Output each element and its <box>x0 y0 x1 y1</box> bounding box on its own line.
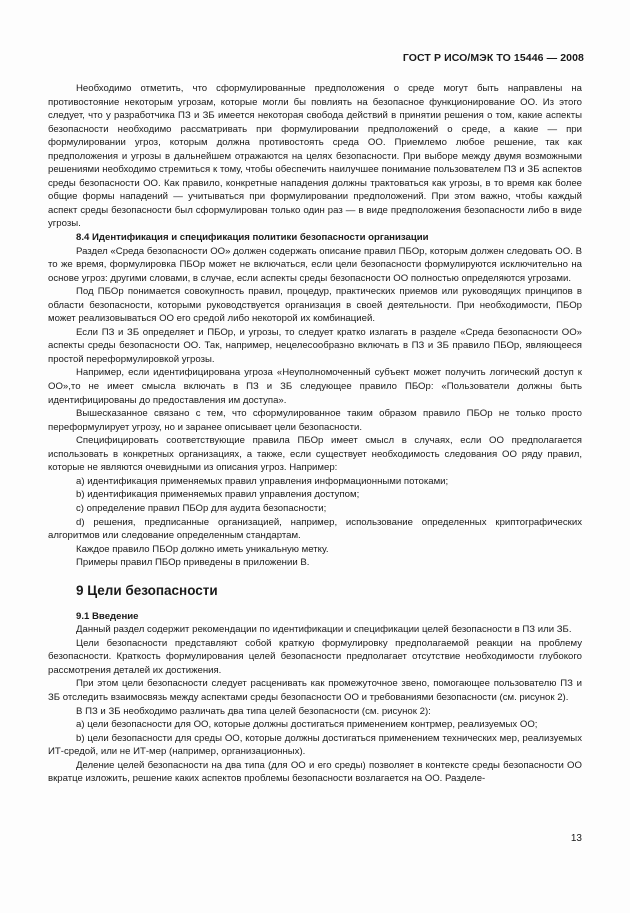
paragraph: Примеры правил ПБОр приведены в приложении В. <box>76 557 310 569</box>
page-number: 13 <box>570 833 582 844</box>
list-item: d) решения, предписанные организацией, например, использование определенных криптографических алгоритмов или следование определенным стандартам. <box>48 516 582 542</box>
document-header: ГОСТ Р ИСО/МЭК ТО 15446 — 2008 <box>402 52 584 64</box>
page-body <box>48 82 582 786</box>
paragraph: Деление целей безопасности на два типа (для ОО и его среды) позволяет в контексте среды безопасности ОО вкратце изложить, решение каких аспектов проблемы безопасности возлагается на ОО. Разделе- <box>48 759 582 785</box>
paragraph: Раздел «Среда безопасности ОО» должен содержать описание правил ПБОр, которым должен следовать ОО. В то же время, формулировка ПБОр может не включаться, если цели безопасности формулируются исключительно на основе угроз: другими словами, в случае, если аспекты среды безопасности ОО полностью определяются угрозами. <box>48 245 582 284</box>
paragraph: В ПЗ и ЗБ необходимо различать два типа целей безопасности (см. рисунок 2): <box>76 705 431 717</box>
paragraph: Специфицировать соответствующие правила ПБОр имеет смысл в случаях, если ОО предполагается использовать в конкретных организациях, а также, если существует необходимость следования ОО ряду правил, которые не являются очевидными из описания угроз. Например: <box>48 435 582 474</box>
paragraph: Цели безопасности представляют собой краткую формулировку предполагаемой реакции на проблему безопасности. Краткость формулирования целей безопасности предполагает отсутствие необходимости глубокого рассмотрения деталей их достижения. <box>48 637 582 676</box>
paragraph: Необходимо отметить, что сформулированные предположения о среде могут быть направлены на противостояние некоторым угрозам, которые могли бы повлиять на безопасное функционирование ОО. Из этого следует, что у разработчика ПЗ и ЗБ имеется некоторая свобода действий в принятии решения о том, какие аспекты безопасности необходимо рассматривать при формулировании предположений о среде, а какие — при формулировании угроз, которым должна противостоять среда ОО. Приемлемо любое решение, так как предположения и угрозы в дальнейшем отражаются на целях безопасности. При выборе между двумя возможными решениями необходимо стремиться к тому, чтобы обеспечить наилучшее понимание пользователем ПЗ и ЗБ аспектов среды безопасности ОО. Как правило, конкретные нападения должны трактоваться как угрозы, в то время как более общие формы нападений — учитываться при формулировании предположений. При этом важно, чтобы каждый аспект среды безопасности был сформулирован только один раз — в виде предположения безопасности либо в виде угрозы. <box>48 83 582 230</box>
paragraph: Вышесказанное связано с тем, что сформулированное таким образом правило ПБОр не только просто переформулирует угрозу, но и заранее описывает цели безопасности. <box>48 408 582 433</box>
paragraph: Под ПБОр понимается совокупность правил, процедур, практических приемов или руководящих принципов в области безопасности, которыми руководствуется организация в своей деятельности. При необходимости, ПБОр может реализовываться ОО его средой либо некоторой их комбинацией. <box>48 286 582 325</box>
paragraph: Если ПЗ и ЗБ определяет и ПБОр, и угрозы, то следует кратко излагать в разделе «Среда безопасности ОО» аспекты среды безопасности ОО. Так, например, нецелесообразно включать в ПЗ и ЗБ правило ПБОр, являющееся простой переформулировкой угрозы. <box>48 326 582 365</box>
list-item: a) цели безопасности для ОО, которые должны достигаться применением контрмер, реализуемых ОО; <box>76 719 538 731</box>
list-item: a) идентификация применяемых правил управления информационными потоками; <box>76 475 449 487</box>
subsection-heading-8-4: 8.4 Идентификация и спецификация политики безопасности организации <box>76 232 429 244</box>
list-item: b) цели безопасности для среды ОО, которые должны достигаться применением технических мер, реализуемых ИТ-средой, или не ИТ-мер (например, организационных). <box>48 732 582 758</box>
subsection-heading-9-1: 9.1 Введение <box>76 610 139 622</box>
paragraph: При этом цели безопасности следует расценивать как промежуточное звено, помогающее пользователю ПЗ и ЗБ отследить взаимосвязь между аспектами среды безопасности ОО и требованиями безопасности (см. рисунок 2). <box>48 678 582 703</box>
paragraph: Каждое правило ПБОр должно иметь уникальную метку. <box>76 543 329 555</box>
paragraph: Например, если идентифицирована угроза «Неуполномоченный субъект может получить логический доступ к ОО»,то не имеет смысла включать в ПЗ и ЗБ следующее правило ПБОр: «Пользователи должны быть идентифицированы до предоставления им доступа». <box>48 367 582 406</box>
paragraph: Данный раздел содержит рекомендации по идентификации и спецификации целей безопасности в ПЗ или ЗБ. <box>76 624 572 636</box>
list-item: b) идентификация применяемых правил управления доступом; <box>76 489 360 501</box>
section-heading-9: 9 Цели безопасности <box>76 582 218 598</box>
list-item: c) определение правил ПБОр для аудита безопасности; <box>76 502 327 514</box>
